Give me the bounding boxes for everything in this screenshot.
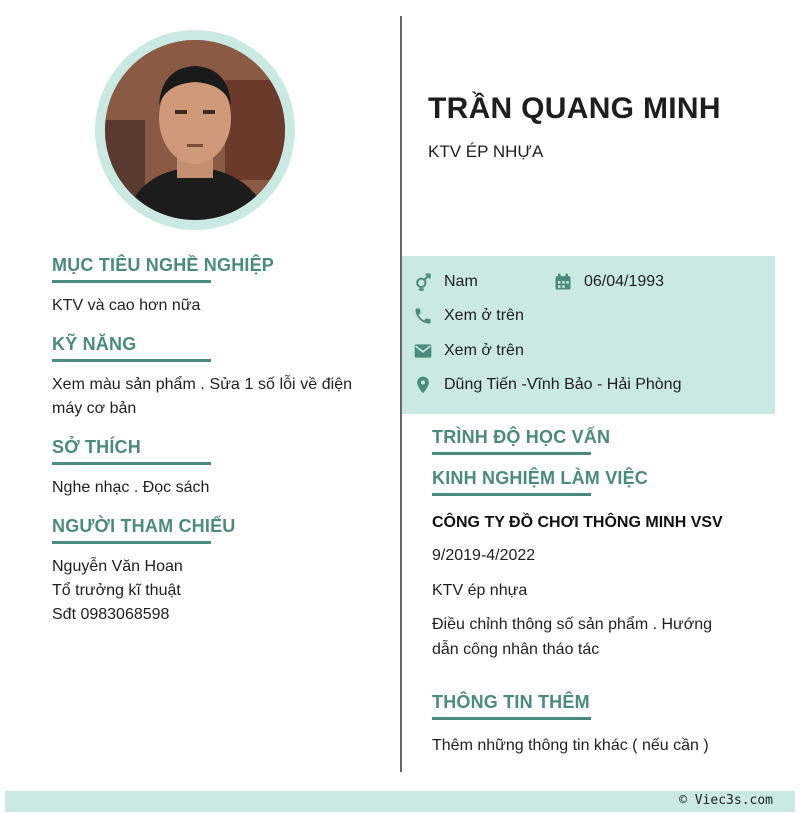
email-icon	[412, 340, 434, 362]
phone-icon	[412, 305, 434, 327]
skills-text: Xem màu sản phẩm . Sửa 1 số lỗi về điện máy cơ bản	[52, 376, 352, 417]
reference-phone: Sđt 0983068598	[52, 606, 170, 623]
hobbies-text: Nghe nhạc . Đọc sách	[52, 479, 210, 496]
experience-description: Điều chỉnh thông số sản phẩm . Hướng dẫn công nhân tháo tác	[432, 616, 713, 658]
objective-title: MỤC TIÊU NGHỀ NGHIỆP	[52, 255, 274, 280]
education-title: TRÌNH ĐỘ HỌC VẤN	[432, 427, 610, 452]
gender-icon	[412, 271, 434, 293]
extra-info-text: Thêm những thông tin khác ( nếu cần )	[432, 737, 709, 754]
objective-text: KTV và cao hơn nữa	[52, 297, 201, 314]
references-title: NGƯỜI THAM CHIẾU	[52, 516, 235, 541]
education-section	[432, 427, 610, 452]
experience-period: 9/2019-4/2022	[432, 547, 536, 564]
objective-section	[52, 255, 352, 318]
avatar-photo	[105, 40, 285, 220]
email-row	[412, 340, 524, 362]
address-value: Dũng Tiến -Vĩnh Bảo - Hải Phòng	[444, 376, 682, 393]
left-column	[52, 255, 352, 627]
location-icon	[412, 374, 434, 396]
skills-section	[52, 334, 352, 421]
experience-company: CÔNG TY ĐỒ CHƠI THÔNG MINH VSV	[432, 514, 723, 531]
footer-bar	[5, 791, 795, 812]
gender-value: Nam	[444, 273, 478, 290]
extra-info-title: THÔNG TIN THÊM	[432, 692, 590, 717]
phone-value: Xem ở trên	[444, 307, 524, 324]
contact-panel	[402, 256, 775, 414]
experience-title: KINH NGHIỆM LÀM VIỆC	[432, 468, 648, 493]
candidate-name: TRẦN QUANG MINH	[428, 92, 721, 125]
address-row	[412, 374, 681, 396]
birthday-value: 06/04/1993	[584, 273, 665, 290]
footer-credit: © Viec3s.com	[679, 793, 773, 808]
references-section	[52, 516, 352, 627]
email-value: Xem ở trên	[444, 342, 524, 359]
experience-position: KTV ép nhựa	[432, 582, 528, 599]
avatar-ring	[95, 30, 295, 230]
phone-row	[412, 305, 524, 327]
reference-role: Tổ trưởng kĩ thuật	[52, 582, 181, 599]
experience-section	[432, 468, 752, 662]
birthday-row	[552, 271, 664, 293]
hobbies-title: SỞ THÍCH	[52, 437, 141, 462]
candidate-job-title: KTV ÉP NHỰA	[428, 142, 544, 161]
extra-info-section	[432, 692, 752, 758]
references-list	[52, 555, 352, 627]
hobbies-section	[52, 437, 352, 500]
calendar-icon	[552, 271, 574, 293]
skills-title: KỸ NĂNG	[52, 334, 136, 359]
reference-name: Nguyễn Văn Hoan	[52, 558, 183, 575]
gender-row	[412, 271, 478, 293]
avatar	[105, 40, 285, 220]
